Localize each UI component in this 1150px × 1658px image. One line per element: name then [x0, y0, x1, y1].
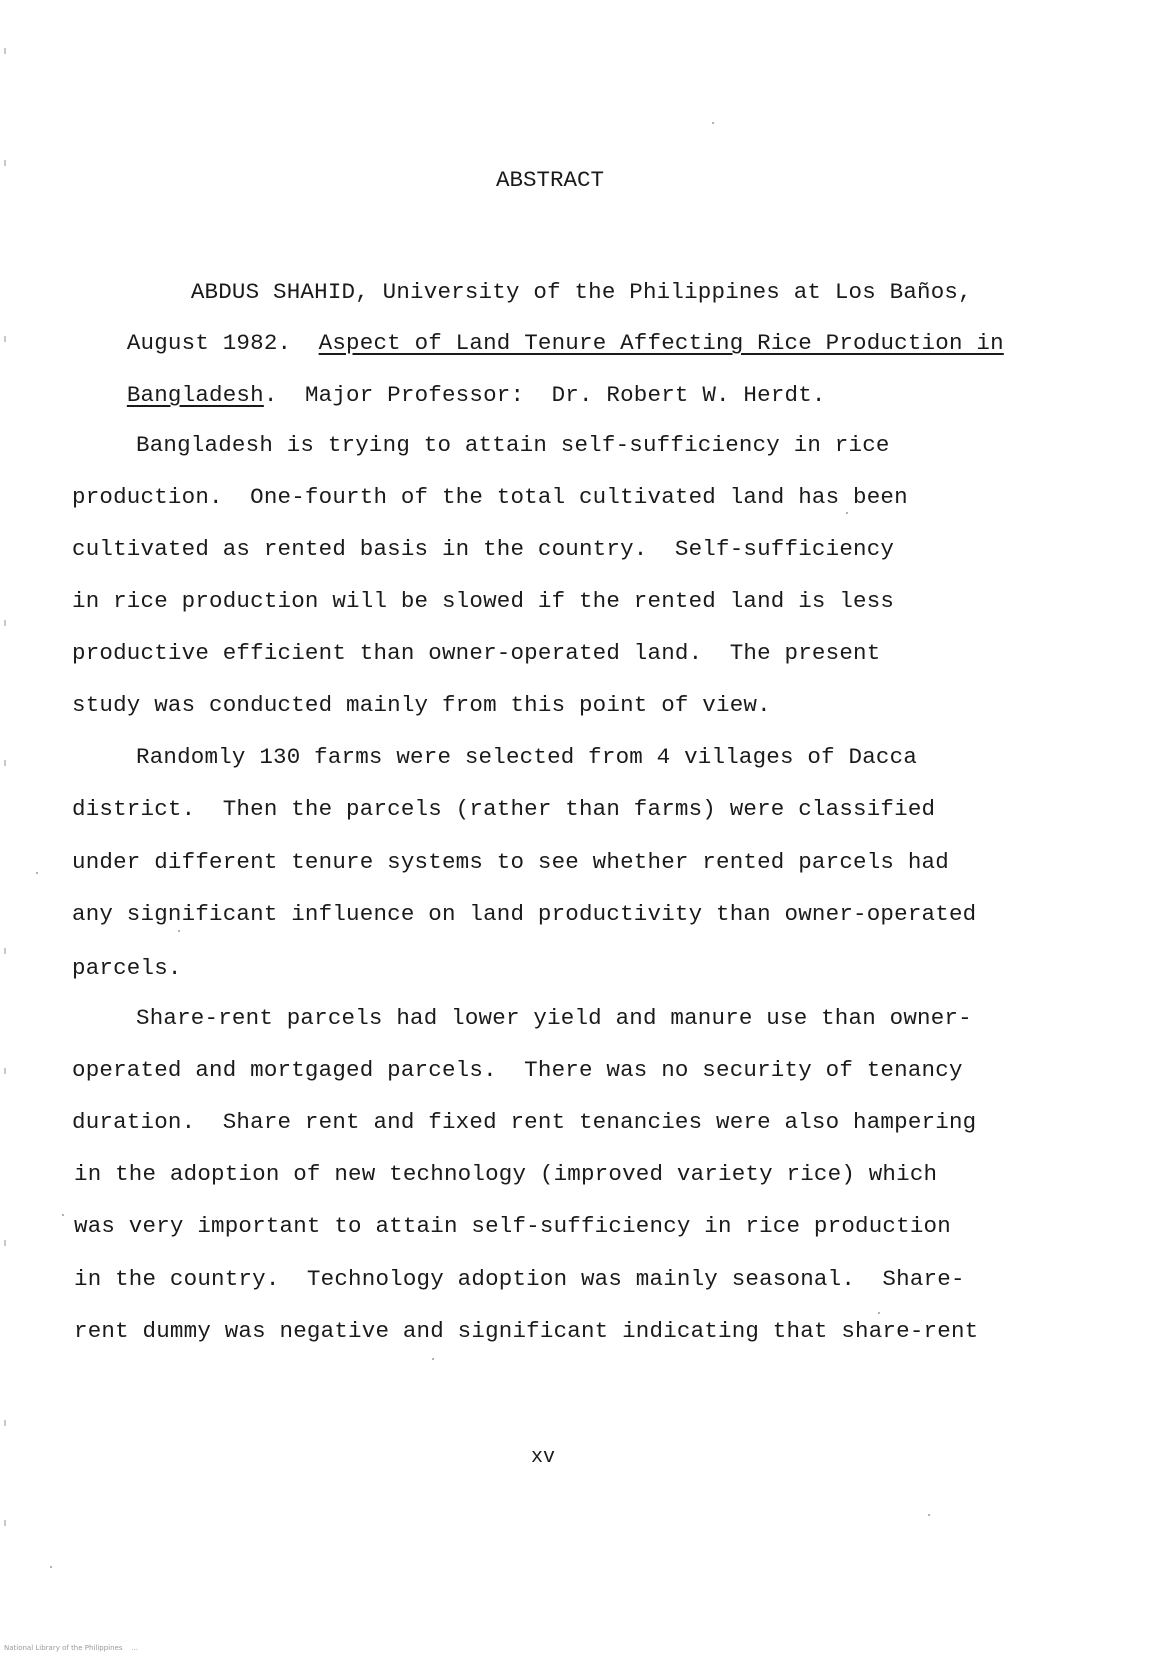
citation-line-1-text: ABDUS SHAHID, University of the Philippines at Los Baños, — [190, 279, 972, 305]
paragraph-2-line: under different tenure systems to see whether rented parcels had — [72, 849, 949, 875]
abstract-title: ABSTRACT — [495, 167, 605, 193]
paragraph-3-line: in the country. Technology adoption was mainly seasonal. Share- — [74, 1266, 965, 1292]
scan-speck — [878, 1312, 880, 1314]
paragraph-1-line: cultivated as rented basis in the country. Self-sufficiency — [72, 536, 895, 562]
paragraph-3-line: duration. Share rent and fixed rent tenancies were also hampering — [72, 1109, 977, 1135]
paragraph-1-line: productive efficient than owner-operated land. The present — [72, 640, 881, 666]
edge-mark — [4, 1240, 6, 1246]
paragraph-3-line: rent dummy was negative and significant indicating that share-rent — [74, 1318, 979, 1344]
paragraph-2-line: parcels. — [72, 955, 182, 981]
edge-mark — [4, 336, 6, 342]
edge-mark — [4, 160, 6, 166]
scan-speck — [432, 1358, 434, 1360]
paragraph-3-line: was very important to attain self-sufficiency in rice production — [74, 1213, 951, 1239]
scan-speck — [62, 1214, 64, 1216]
paragraph-2-line: Randomly 130 farms were selected from 4 villages of Dacca — [136, 744, 918, 770]
scan-speck — [50, 1566, 52, 1568]
edge-mark — [4, 1068, 6, 1074]
scan-speck — [928, 1514, 930, 1516]
edge-mark — [4, 1520, 6, 1526]
edge-mark — [4, 48, 6, 54]
scan-speck — [178, 930, 180, 932]
thesis-title-part-2: Bangladesh — [126, 382, 264, 408]
paragraph-2-line: any significant influence on land productivity than owner-operated — [72, 901, 977, 927]
paragraph-1-line: Bangladesh is trying to attain self-sufficiency in rice — [136, 432, 890, 458]
paragraph-3-line: operated and mortgaged parcels. There was no security of tenancy — [72, 1057, 963, 1083]
thesis-title-part-1: Aspect of Land Tenure Affecting Rice Production in — [318, 330, 1004, 356]
paragraph-1-line: in rice production will be slowed if the rented land is less — [72, 588, 895, 614]
edge-mark — [4, 1420, 6, 1426]
paragraph-1-line: study was conducted mainly from this point of view. — [72, 692, 771, 718]
scan-speck — [712, 122, 714, 124]
scan-speck — [846, 512, 848, 514]
edge-mark — [4, 620, 6, 626]
major-professor: . Major Professor: Dr. Robert W. Herdt. — [263, 382, 826, 408]
page-number: xv — [530, 1446, 555, 1469]
citation-line-3 — [72, 353, 826, 437]
paragraph-3-line: in the adoption of new technology (improved variety rice) which — [74, 1161, 938, 1187]
paragraph-3-line: Share-rent parcels had lower yield and manure use than owner- — [136, 1005, 972, 1031]
scan-footer: National Library of the Philippines ... — [4, 1644, 139, 1652]
edge-mark — [4, 948, 6, 954]
paragraph-1-line: production. One-fourth of the total cultivated land has been — [72, 484, 908, 510]
edge-mark — [4, 760, 6, 766]
citation-date: August 1982. — [126, 330, 319, 356]
paragraph-2-line: district. Then the parcels (rather than farms) were classified — [72, 796, 936, 822]
scan-speck — [36, 872, 38, 874]
